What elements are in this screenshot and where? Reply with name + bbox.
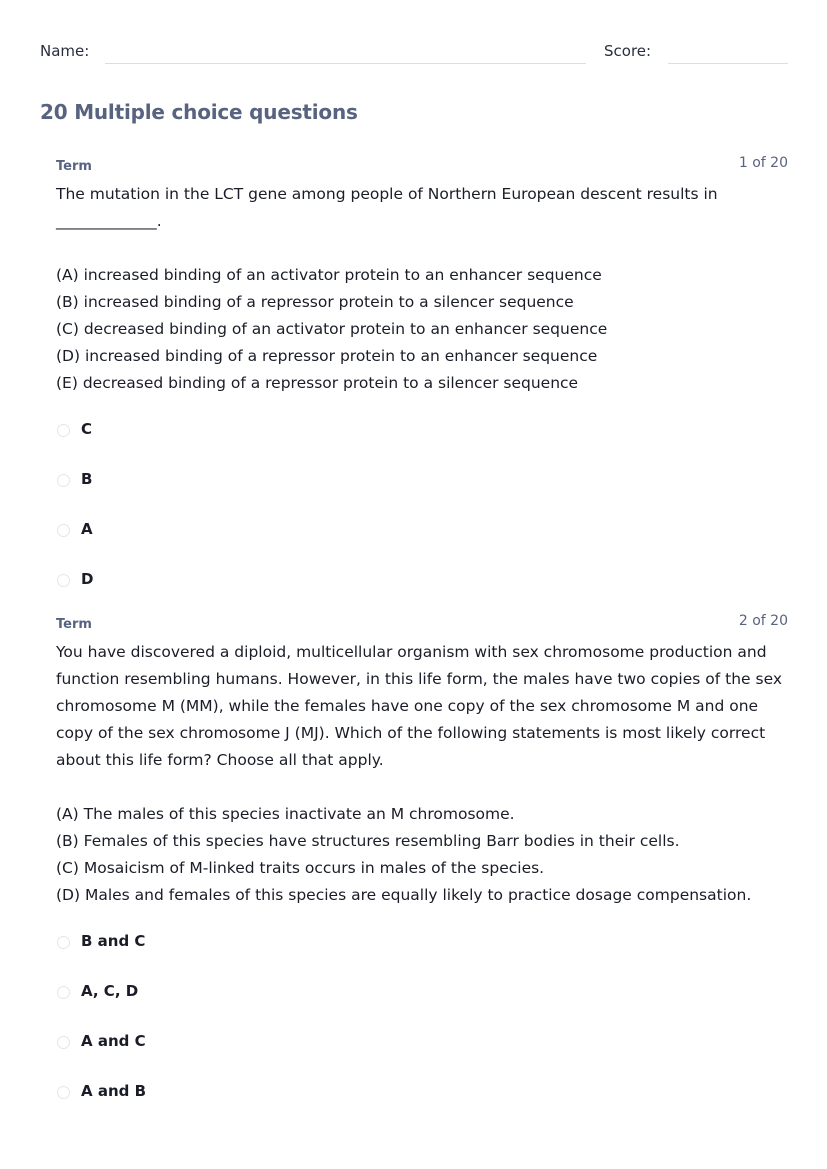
- radio-button[interactable]: [57, 986, 70, 999]
- radio-button[interactable]: [57, 1086, 70, 1099]
- question-card: [56, 613, 788, 1129]
- term-label: Term: [56, 159, 92, 174]
- answer-option-label: A: [81, 520, 93, 538]
- name-label: Name:: [40, 42, 90, 60]
- question-card: [56, 155, 788, 617]
- answer-option[interactable]: [56, 1029, 788, 1079]
- answer-option[interactable]: [56, 979, 788, 1029]
- answer-option[interactable]: [56, 929, 788, 979]
- score-label: Score:: [604, 42, 652, 60]
- answer-options: [56, 417, 788, 617]
- page-title: 20 Multiple choice questions: [40, 100, 358, 124]
- score-input-line[interactable]: [668, 63, 788, 64]
- question-header: [56, 155, 788, 175]
- answer-option-label: D: [81, 570, 94, 588]
- name-input-line[interactable]: [105, 63, 586, 64]
- radio-button[interactable]: [57, 524, 70, 537]
- question-counter: 2 of 20: [738, 613, 788, 629]
- radio-button[interactable]: [57, 574, 70, 587]
- answer-option[interactable]: [56, 467, 788, 517]
- answer-options: [56, 929, 788, 1129]
- answer-option-label: C: [81, 420, 93, 438]
- answer-option[interactable]: [56, 517, 788, 567]
- answer-option-label: A, C, D: [81, 982, 139, 1000]
- question-counter: 1 of 20: [738, 155, 788, 171]
- radio-button[interactable]: [57, 424, 70, 437]
- answer-option-label: B: [81, 470, 93, 488]
- question-prompt: You have discovered a diploid, multicellular organism with sex chromosome production and function resembling humans. However, in this life form, the males have two copies of the sex chromosome M (MM), while the females have one copy of the sex chromosome M and one copy of the sex chromosome J (MJ). Which of the following statements is most likely correct about this life form? Choose all that apply. (A) The males of this species inactivate an M chromosome. (B) Females of this species have structures resembling Barr bodies in their cells. (C) Mosaicism of M-linked traits occurs in males of the species. (D) Males and females of this species are equally likely to practice dosage compensation.: [56, 643, 783, 904]
- radio-button[interactable]: [57, 1036, 70, 1049]
- term-label: Term: [56, 617, 92, 632]
- answer-option[interactable]: [56, 417, 788, 467]
- answer-option[interactable]: [56, 1079, 788, 1129]
- question-prompt: The mutation in the LCT gene among people of Northern European descent results in _____________. (A) increased binding of an activator protein to an enhancer sequence (B) increased binding of a repressor protein to a silencer sequence (C) decreased binding of an activator protein to an enhancer sequence (D) increased binding of a repressor protein to an enhancer sequence (E) decreased binding of a repressor protein to a silencer sequence: [56, 185, 718, 392]
- radio-button[interactable]: [57, 936, 70, 949]
- question-header: [56, 613, 788, 633]
- worksheet-header: [40, 40, 788, 66]
- answer-option-label: A and B: [81, 1082, 147, 1100]
- answer-option-label: A and C: [81, 1032, 146, 1050]
- answer-option[interactable]: [56, 567, 788, 617]
- answer-option-label: B and C: [81, 932, 146, 950]
- radio-button[interactable]: [57, 474, 70, 487]
